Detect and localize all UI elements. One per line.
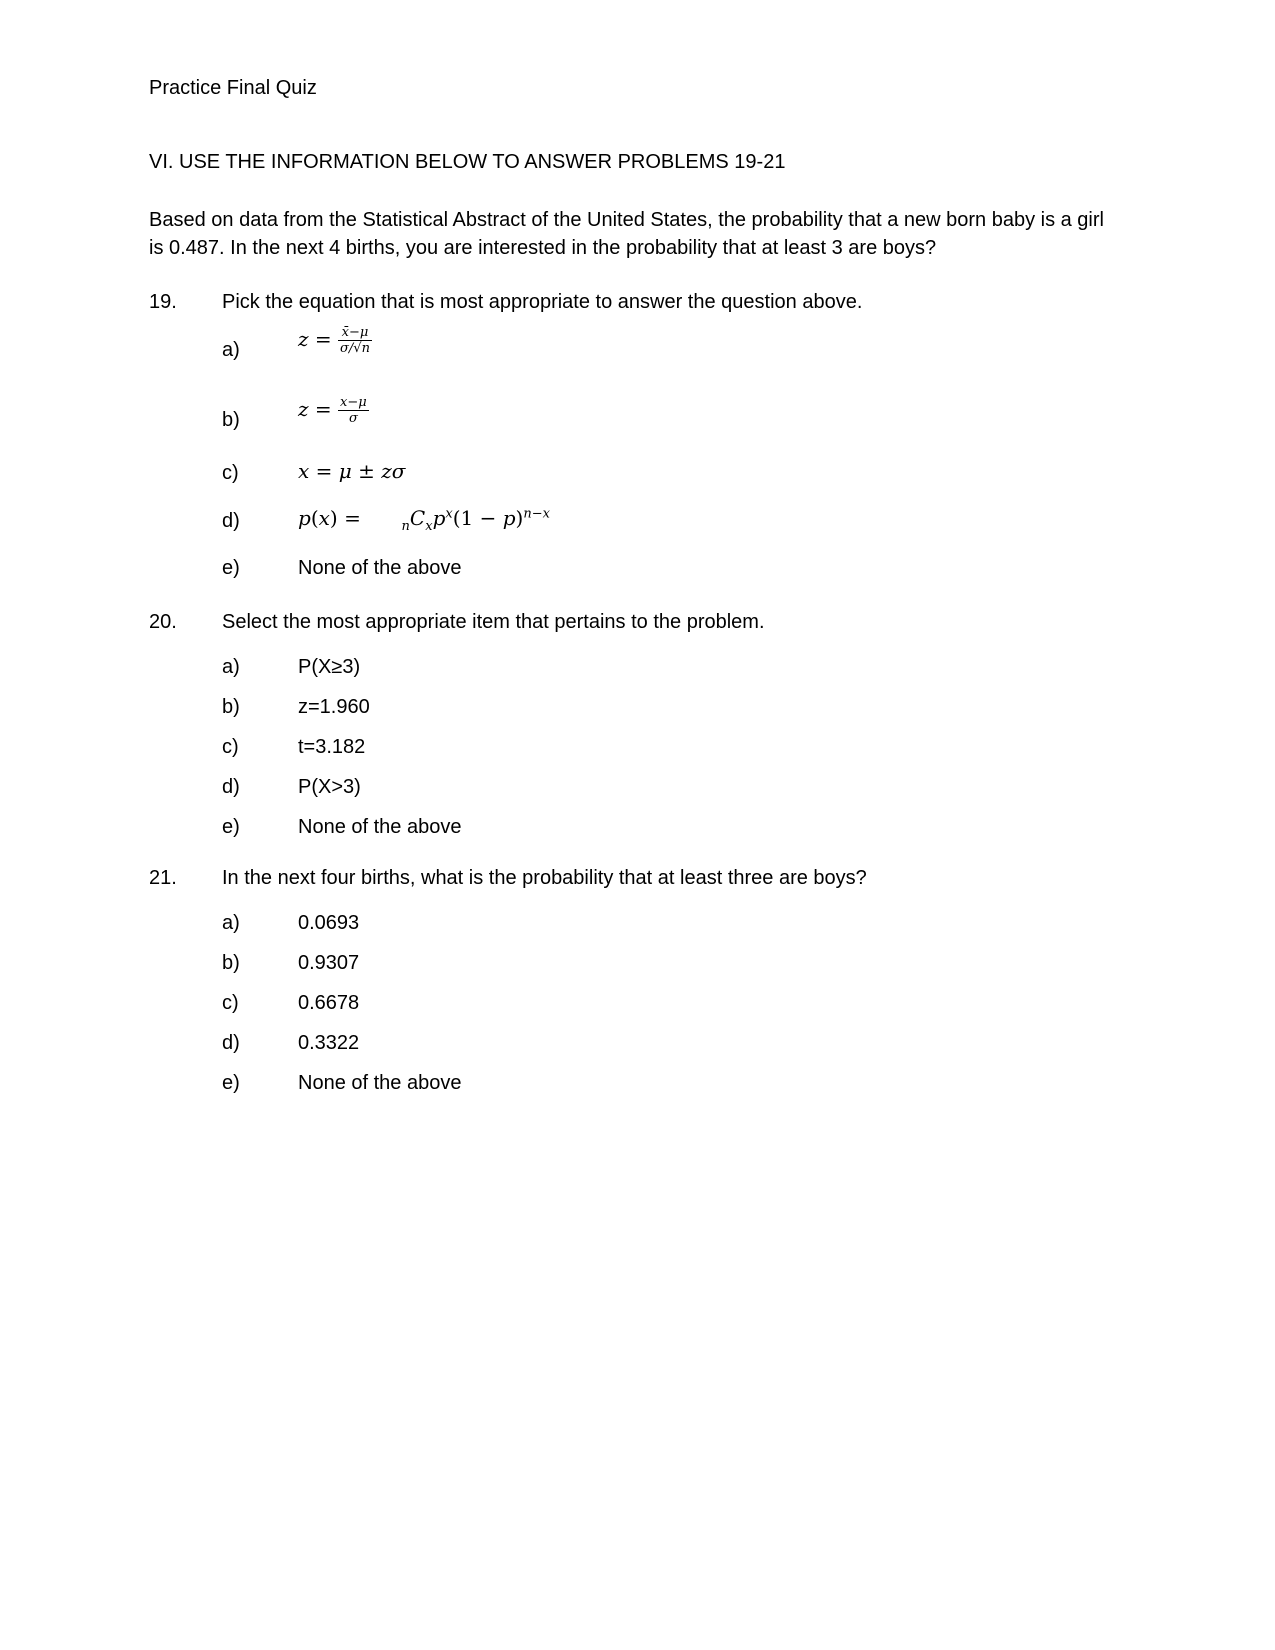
option-letter: d) (222, 510, 240, 532)
option-equation-z-sample-mean: z = $\frac{x̄-\mu}{\sigma/√n}$ (298, 325, 370, 356)
option-letter: b) (222, 696, 240, 718)
section-heading: VI. USE THE INFORMATION BELOW TO ANSWER PROBLEMS 19-21 (149, 151, 786, 173)
option-letter: e) (222, 816, 240, 838)
option-letter: c) (222, 736, 239, 758)
option-text: None of the above (298, 1072, 462, 1094)
option-text: t=3.182 (298, 736, 366, 758)
option-text: 0.6678 (298, 992, 360, 1014)
option-text: 0.0693 (298, 912, 360, 934)
option-letter: c) (222, 992, 239, 1014)
option-letter: a) (222, 912, 240, 934)
option-equation-z-score: z = $\frac{x-\mu}{\sigma}$ (298, 395, 367, 426)
option-letter: c) (222, 462, 239, 484)
question-number: 20. (149, 611, 177, 633)
question-prompt: Select the most appropriate item that pertains to the problem. (222, 611, 765, 633)
option-text: None of the above (298, 816, 462, 838)
option-letter: a) (222, 339, 240, 361)
option-letter: b) (222, 952, 240, 974)
option-letter: a) (222, 656, 240, 678)
section-intro: Based on data from the Statistical Abstract of the United States, the probability that a new born baby is a girl is 0.487. In the next 4 births, you are interested in the probability that at least 3 are boys? (149, 209, 1104, 259)
question-number: 21. (149, 867, 177, 889)
question-number: 19. (149, 291, 177, 313)
question-prompt: In the next four births, what is the probability that at least three are boys? (222, 867, 867, 889)
question-prompt: Pick the equation that is most appropriate to answer the question above. (222, 291, 863, 313)
page-title: Practice Final Quiz (149, 77, 317, 99)
option-text: 0.3322 (298, 1032, 360, 1054)
option-letter: e) (222, 557, 240, 579)
option-text: z=1.960 (298, 696, 370, 718)
option-text: 0.9307 (298, 952, 360, 974)
option-letter: d) (222, 776, 240, 798)
option-equation-x-value: x = μ ± zσ (298, 459, 406, 483)
option-letter: d) (222, 1032, 240, 1054)
option-letter: e) (222, 1072, 240, 1094)
option-text: None of the above (298, 557, 462, 579)
option-equation-binomial: $p(x) = _nC_xp^x(1 - p)^{n-x}$ (298, 506, 550, 534)
option-text: P(X≥3) (298, 656, 361, 678)
option-letter: b) (222, 409, 240, 431)
option-text: P(X>3) (298, 776, 361, 798)
